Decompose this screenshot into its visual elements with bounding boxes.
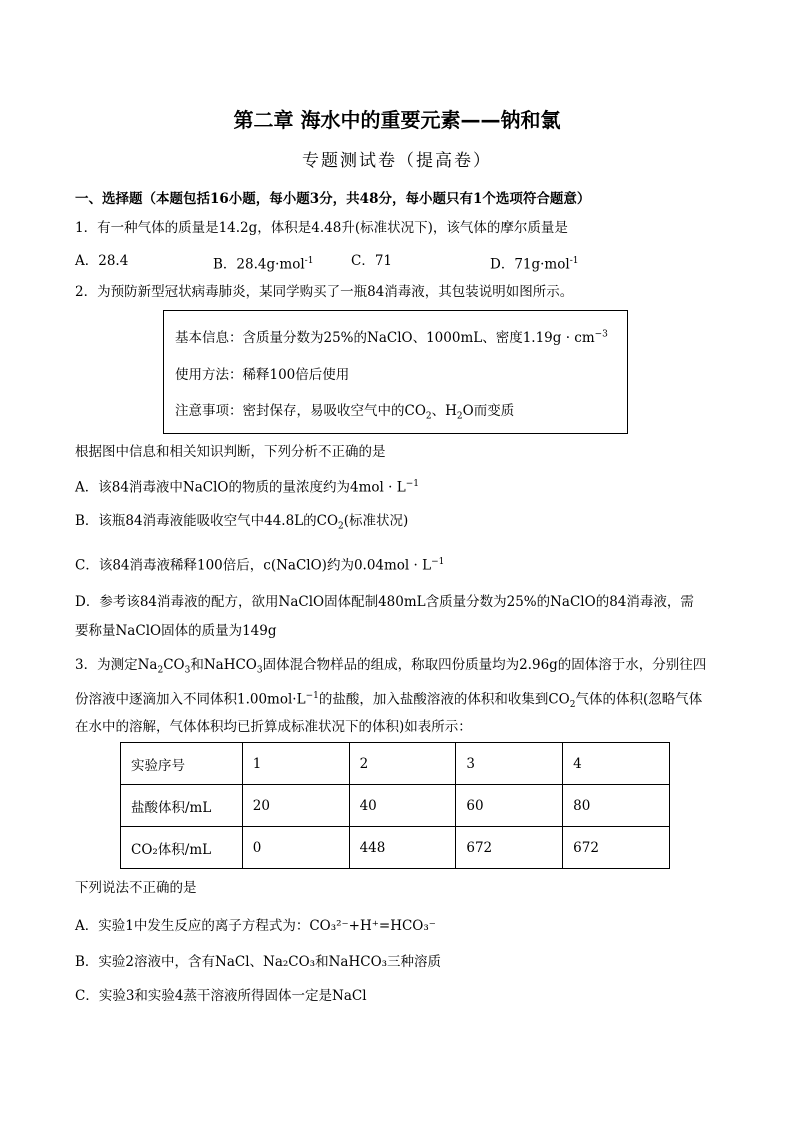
- q2-option-b: B．该瓶84消毒液能吸收空气中44.8L的$CO_2$(标准状况): [75, 513, 409, 532]
- table-cell: 672: [456, 827, 563, 869]
- q3-stem-line3: 在水中的溶解，气体体积均已折算成标准状况下的体积)如表所示：: [75, 719, 472, 735]
- info-usage: 使用方法：稀释100倍后使用: [175, 367, 350, 383]
- q2-option-c: C．该84消毒液稀释100倍后，c(NaClO)约为$0.04mol \cdot L^{-1}$: [75, 557, 445, 574]
- table-cell: 3: [456, 743, 563, 785]
- table-row: [121, 827, 670, 869]
- q3-option-b: B．实验2溶液中，含有NaCl、Na₂CO₃和NaHCO₃三种溶质: [75, 954, 442, 970]
- table-cell: 448: [349, 827, 456, 869]
- q1-option-b: B．28.4g·mol$^{-1}$: [213, 256, 314, 273]
- q2-prompt: 根据图中信息和相关知识判断，下列分析不正确的是: [75, 444, 386, 460]
- table-cell: 60: [456, 785, 563, 827]
- table-cell: 盐酸体积/mL: [121, 785, 243, 827]
- table-cell: 1: [242, 743, 349, 785]
- info-basic: 基本信息：含质量分数为25%的NaClO、1000mL、密度$1.19g \cdot cm^{-3}$: [175, 329, 608, 346]
- table-cell: 0: [242, 827, 349, 869]
- q2-stem: 2．为预防新型冠状病毒肺炎，某同学购买了一瓶84消毒液，其包装说明如图所示。: [75, 284, 574, 300]
- q1-stem: 1．有一种气体的质量是14.2g，体积是4.48升(标准状况下)，该气体的摩尔质量是: [75, 220, 568, 236]
- table-cell: 80: [563, 785, 670, 827]
- table-cell: CO₂体积/mL: [121, 827, 243, 869]
- q2-option-d-line2: 要称量NaClO固体的质量为149g: [75, 623, 277, 639]
- q1-option-a: A．28.4: [75, 253, 129, 269]
- q2-option-d-line1: D．参考该84消毒液的配方，欲用NaClO固体配制480mL含质量分数为25%的NaClO的84消毒液，需: [75, 594, 694, 610]
- product-info-box: [163, 310, 628, 434]
- table-row: [121, 785, 670, 827]
- table-cell: 4: [563, 743, 670, 785]
- table-cell: 实验序号: [121, 743, 243, 785]
- experiment-table: [120, 742, 670, 869]
- info-notes: 注意事项：密封保存，易吸收空气中的$CO_2$、$H_2O$而变质: [175, 403, 515, 422]
- table-cell: 2: [349, 743, 456, 785]
- table-row: [121, 743, 670, 785]
- q3-stem-line1: 3．为测定$Na_2CO_3$和NaHCO$_3$固体混合物样品的组成，称取四份质量均为2.96g的固体溶于水，分别往四: [75, 657, 707, 676]
- table-cell: 20: [242, 785, 349, 827]
- q3-stem-line2: 份溶液中逐滴加入不同体积$1.00mol\cdot L^{-1}$的盐酸，加入盐酸溶液的体积和收集到$CO_2$气体的体积(忽略气体: [75, 691, 703, 711]
- q1-option-c: C．71: [351, 253, 393, 269]
- q3-option-c: C．实验3和实验4蒸干溶液所得固体一定是NaCl: [75, 988, 367, 1004]
- q3-option-a: A．实验1中发生反应的离子方程式为：CO₃²⁻+H⁺=HCO₃⁻: [75, 918, 436, 934]
- chapter-title: 第二章 海水中的重要元素——钠和氯: [233, 108, 561, 132]
- table-cell: 40: [349, 785, 456, 827]
- table-cell: 672: [563, 827, 670, 869]
- test-subtitle: 专题测试卷（提高卷）: [302, 151, 492, 171]
- q2-option-a: A．该84消毒液中NaClO的物质的量浓度约为$4mol \cdot L^{-1}$: [75, 479, 419, 496]
- q1-option-d: D．71g·mol$^{-1}$: [490, 256, 579, 273]
- q3-prompt: 下列说法不正确的是: [75, 880, 197, 896]
- section-heading-choice: 一、选择题（本题包括16小题，每小题3分，共48分，每小题只有1个选项符合题意）: [75, 191, 591, 207]
